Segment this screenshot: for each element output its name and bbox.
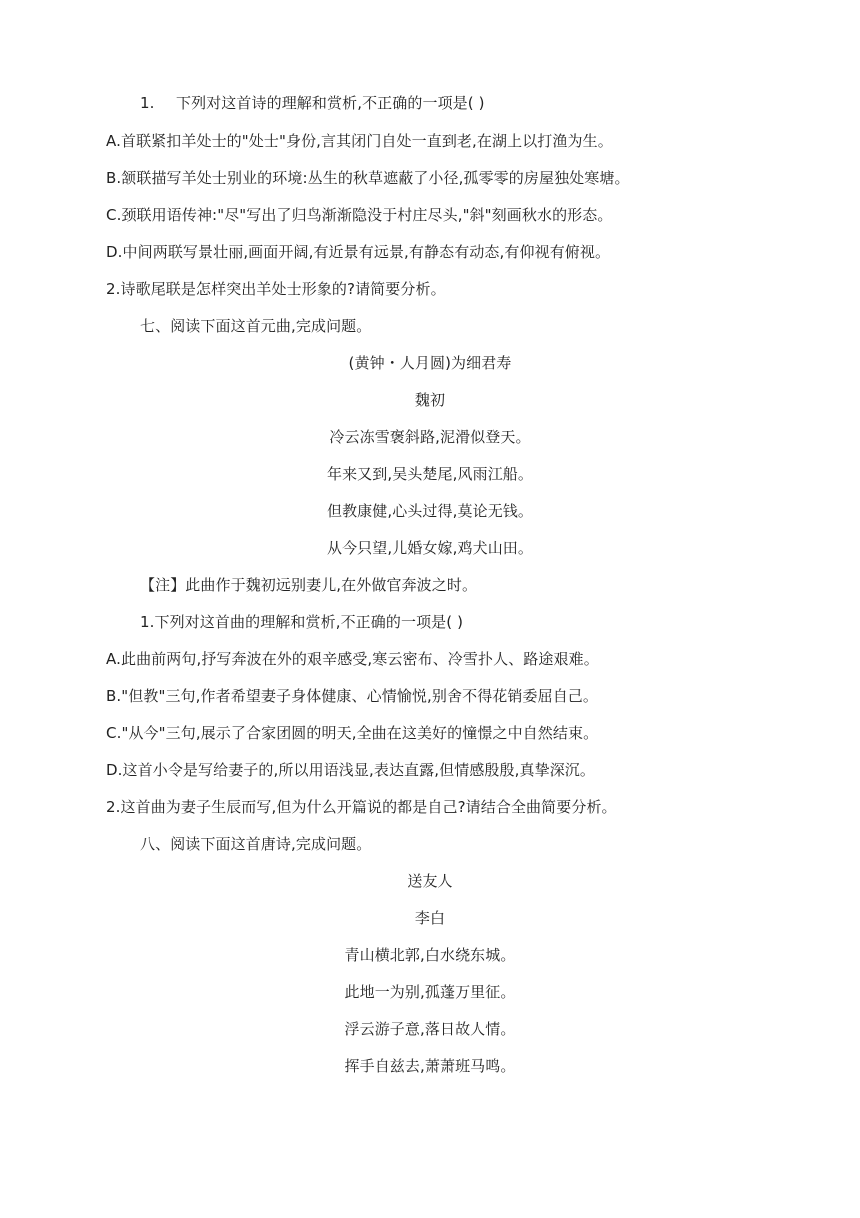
option-d: D.中间两联写景壮丽,画面开阔,有近景有远景,有静态有动态,有仰视有俯视。	[106, 243, 611, 261]
poem-line: 挥手自兹去,萧萧班马鸣。	[344, 1057, 516, 1075]
section-heading: 八、阅读下面这首唐诗,完成问题。	[140, 835, 372, 853]
poem-line: 浮云游子意,落日故人情。	[344, 1020, 516, 1038]
question-2: 2.诗歌尾联是怎样突出羊处士形象的?请简要分析。	[106, 280, 446, 298]
poem-note: 【注】此曲作于魏初远别妻儿,在外做官奔波之时。	[140, 576, 478, 594]
poem-line: 青山横北郭,白水绕东城。	[344, 946, 516, 964]
poem-line: 此地一为别,孤蓬万里征。	[344, 983, 516, 1001]
option-a: A.首联紧扣羊处士的"处士"身份,言其闭门自处一直到老,在湖上以打渔为生。	[106, 132, 613, 150]
question-1	[140, 93, 485, 113]
poem-author: 李白	[414, 909, 446, 927]
poem-line: 年来又到,吴头楚尾,风雨江船。	[326, 465, 534, 483]
section-heading: 七、阅读下面这首元曲,完成问题。	[140, 317, 372, 335]
question-number: 1.	[140, 94, 155, 112]
poem-line: 但教康健,心头过得,莫论无钱。	[326, 502, 534, 520]
option-c: C.颈联用语传神:"尽"写出了归鸟渐渐隐没于村庄尽头,"斜"刻画秋水的形态。	[106, 206, 613, 224]
option-b: B."但教"三句,作者希望妻子身体健康、心情愉悦,别舍不得花销委屈自己。	[106, 687, 598, 705]
option-b: B.颔联描写羊处士别业的环境:丛生的秋草遮蔽了小径,孤零零的房屋独处寒塘。	[106, 169, 630, 187]
poem-line: 从今只望,儿婚女嫁,鸡犬山田。	[326, 539, 534, 557]
option-a: A.此曲前两句,抒写奔波在外的艰辛感受,寒云密布、冷雪扑人、路途艰难。	[106, 650, 599, 668]
question-text: 下列对这首诗的理解和赏析,不正确的一项是( )	[176, 94, 485, 112]
question-1: 1.下列对这首曲的理解和赏析,不正确的一项是( )	[140, 613, 464, 631]
poem-title: 送友人	[407, 872, 453, 890]
question-2: 2.这首曲为妻子生辰而写,但为什么开篇说的都是自己?请结合全曲简要分析。	[106, 798, 617, 816]
poem-author: 魏初	[414, 391, 446, 409]
option-c: C."从今"三句,展示了合家团圆的明天,全曲在这美好的憧憬之中自然结束。	[106, 724, 599, 742]
poem-line: 冷云冻雪褒斜路,泥滑似登天。	[329, 428, 531, 446]
option-d: D.这首小令是写给妻子的,所以用语浅显,表达直露,但情感殷殷,真挚深沉。	[106, 761, 595, 779]
poem-title: (黄钟・人月圆)为细君寿	[348, 354, 512, 372]
